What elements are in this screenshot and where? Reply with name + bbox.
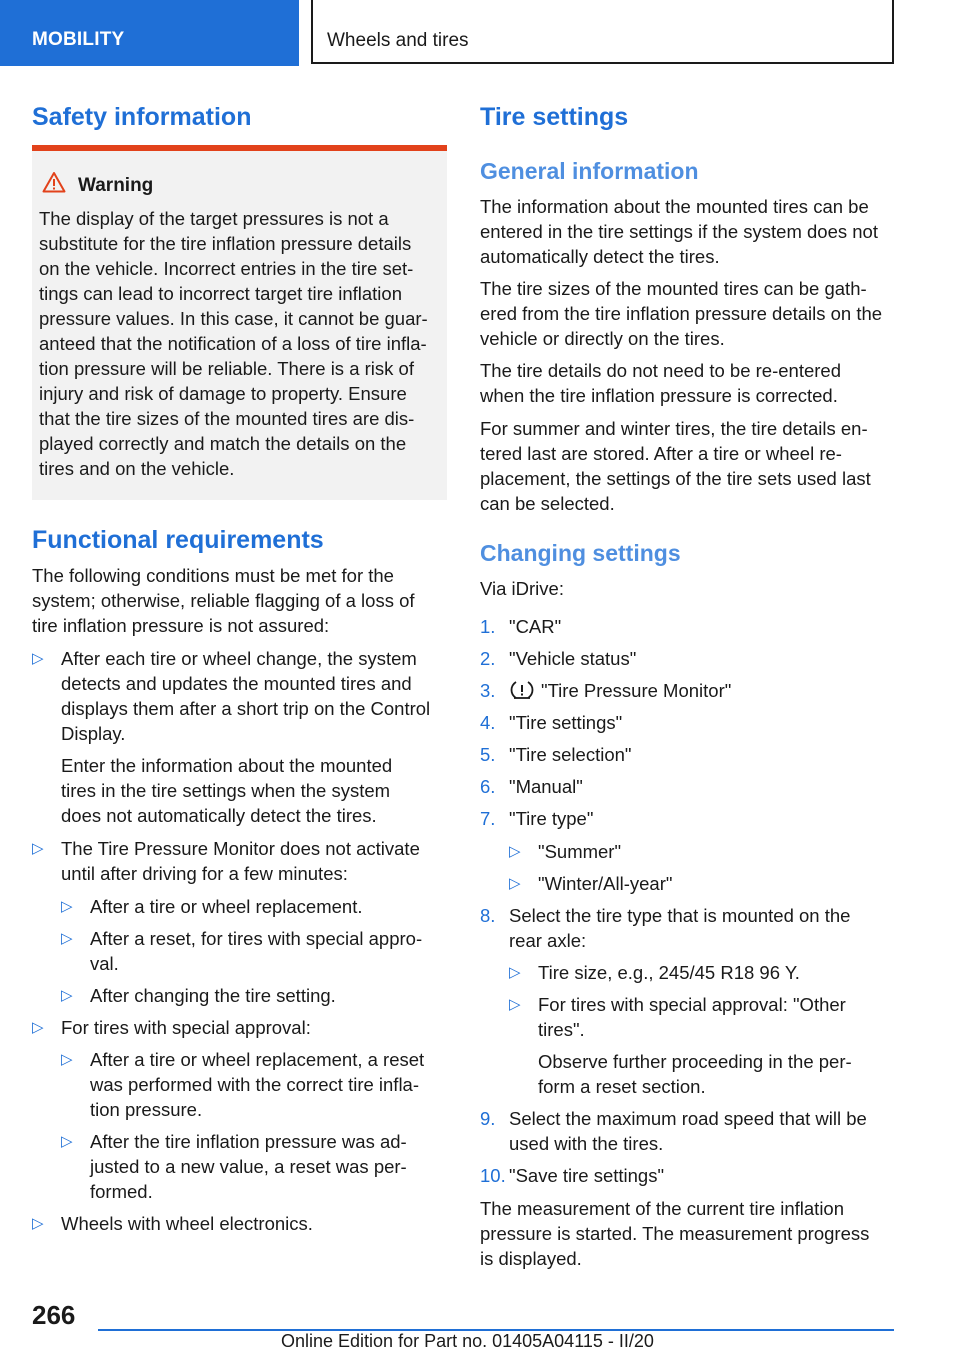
paragraph-line: For summer and winter tires, the tire details en‐ (480, 418, 868, 439)
warning-line: that the tire sizes of the mounted tires are dis‐ (39, 408, 415, 429)
step-item (480, 678, 900, 703)
list-item-line: does not automatically detect the tires. (61, 805, 377, 826)
sub-list-item (61, 1129, 447, 1204)
bullet-marker-icon: ▷ (61, 987, 73, 1004)
paragraph-line: vehicle or directly on the tires. (480, 328, 725, 349)
bullet-marker-icon: ▷ (509, 843, 521, 860)
step-text: "Save tire settings" (509, 1165, 665, 1186)
bullet-marker-icon: ▷ (32, 1215, 44, 1232)
sub-list-item (509, 839, 900, 864)
list-item-line: Enter the information about the mounted (61, 755, 393, 776)
step-text: "Tire settings" (509, 712, 623, 733)
warning-line: on the vehicle. Incorrect entries in the tire set‐ (39, 258, 414, 279)
general-paragraph (480, 194, 900, 269)
step-item (480, 710, 900, 735)
list-item-line: For tires with special approval: (61, 1017, 311, 1038)
sub-list-item (61, 1047, 447, 1122)
list-item (32, 646, 447, 828)
bullet-marker-icon: ▷ (32, 1019, 44, 1036)
list-item-line: tires in the tire settings when the system (61, 780, 391, 801)
bullet-marker-icon: ▷ (32, 650, 44, 667)
sub-list-item (509, 960, 900, 985)
list-item-line: val. (90, 953, 119, 974)
warning-box (32, 145, 447, 500)
intro-line: system; otherwise, reliable flagging of a loss of (32, 590, 415, 611)
paragraph-line: automatically detect the tires. (480, 246, 720, 267)
step-text: "Tire Pressure Monitor" (541, 680, 732, 701)
list-item-line: "Winter/All-year" (538, 873, 673, 894)
list-item-line: The Tire Pressure Monitor does not activate (61, 838, 420, 859)
list-item-line: Tire size, e.g., 245/45 R18 96 Y. (538, 962, 800, 983)
paragraph-line: entered in the tire settings if the system does not (480, 221, 878, 242)
step-item (480, 742, 900, 767)
list-item-line: "Summer" (538, 841, 622, 862)
warning-text (39, 206, 439, 481)
paragraph-line: ered from the tire inflation pressure details on the (480, 303, 883, 324)
warning-line: tings can lead to incorrect target tire inflation (39, 283, 402, 304)
bullet-marker-icon: ▷ (61, 898, 73, 915)
safety-heading: Safety information (32, 103, 252, 131)
list-item-line: After each tire or wheel change, the system (61, 648, 417, 669)
edition-footer: Online Edition for Part no. 01405A04115 - II/20 (281, 1331, 654, 1351)
list-item-line: tires". (538, 1019, 585, 1040)
warning-title: Warning (78, 175, 154, 196)
chapter-tab (311, 0, 894, 64)
paragraph-line: placement, the settings of the tire sets used last (480, 468, 871, 489)
changing-settings-heading: Changing settings (480, 540, 681, 566)
paragraph-line: pressure is started. The measurement progress (480, 1223, 870, 1244)
via-idrive-label: Via iDrive: (480, 578, 564, 599)
paragraph-line: when the tire inflation pressure is corrected. (480, 385, 838, 406)
bullet-marker-icon: ▷ (32, 840, 44, 857)
step-item (480, 1106, 900, 1156)
bullet-marker-icon: ▷ (61, 1133, 73, 1150)
list-item-line: displays them after a short trip on the Control (61, 698, 431, 719)
step-item (480, 774, 900, 799)
step-number: 4. (480, 712, 496, 733)
list-item-line: After a reset, for tires with special appro‐ (90, 928, 423, 949)
list-item-line: detects and updates the mounted tires and (61, 673, 412, 694)
warning-triangle-icon (42, 171, 66, 193)
bullet-marker-icon: ▷ (509, 996, 521, 1013)
step-number: 5. (480, 744, 496, 765)
step-text: "Vehicle status" (509, 648, 637, 669)
sub-list-item (509, 992, 900, 1099)
step-item (480, 903, 900, 953)
warning-line: anteed that the notification of a loss of tire infla‐ (39, 333, 427, 354)
step-number: 7. (480, 808, 496, 829)
step-item (480, 614, 900, 639)
step-number: 10. (480, 1165, 506, 1186)
sub-list-item (61, 894, 447, 919)
closing-paragraph (480, 1196, 900, 1271)
sub-list-item (61, 926, 447, 976)
step-text: rear axle: (509, 930, 587, 951)
step-text: "Tire selection" (509, 744, 632, 765)
list-item-line: tion pressure. (90, 1099, 203, 1120)
functional-heading: Functional requirements (32, 526, 324, 554)
bullet-marker-icon: ▷ (61, 930, 73, 947)
bullet-marker-icon: ▷ (61, 1051, 73, 1068)
paragraph-line: The measurement of the current tire inflation (480, 1198, 845, 1219)
step-text: "Manual" (509, 776, 583, 797)
step-number: 3. (480, 680, 496, 701)
sub-list-item (509, 871, 900, 896)
general-paragraph (480, 416, 900, 516)
list-item-line: form a reset section. (538, 1076, 706, 1097)
list-item-line: was performed with the correct tire infla‐ (90, 1074, 420, 1095)
step-text: "Tire type" (509, 808, 594, 829)
list-item-line: until after driving for a few minutes: (61, 863, 348, 884)
tire-settings-heading: Tire settings (480, 103, 629, 131)
step-number: 1. (480, 616, 496, 637)
paragraph-line: tered last are stored. After a tire or wheel re‐ (480, 443, 842, 464)
step-text: Select the maximum road speed that will be (509, 1108, 867, 1129)
warning-line: The display of the target pressures is not a (39, 208, 389, 229)
paragraph-line: The tire sizes of the mounted tires can be gath‐ (480, 278, 867, 299)
warning-line: substitute for the tire inflation pressure details (39, 233, 412, 254)
page-number: 266 (32, 1300, 76, 1330)
chapter-title: Wheels and tires (327, 30, 469, 51)
list-item (32, 836, 447, 886)
list-item (32, 1015, 447, 1040)
list-item-line: For tires with special approval: "Other (538, 994, 846, 1015)
step-item (480, 806, 900, 831)
warning-line: pressure values. In this case, it cannot be guar‐ (39, 308, 428, 329)
step-text: "CAR" (509, 616, 562, 637)
list-item (32, 1211, 447, 1236)
list-item-line: After a tire or wheel replacement, a reset (90, 1049, 425, 1070)
paragraph-line: The tire details do not need to be re-entered (480, 360, 841, 381)
step-text: Select the tire type that is mounted on the (509, 905, 851, 926)
warning-line: played correctly and match the details on the (39, 433, 407, 454)
list-item-line: After changing the tire setting. (90, 985, 336, 1006)
step-number: 8. (480, 905, 496, 926)
paragraph-line: is displayed. (480, 1248, 582, 1269)
general-paragraph (480, 358, 900, 408)
warning-line: tires and on the vehicle. (39, 458, 235, 479)
list-item-line: Wheels with wheel electronics. (61, 1213, 313, 1234)
intro-line: The following conditions must be met for the (32, 565, 394, 586)
step-number: 9. (480, 1108, 496, 1129)
warning-line: tion pressure will be reliable. There is a risk of (39, 358, 414, 379)
section-title: MOBILITY (32, 29, 125, 50)
step-number: 2. (480, 648, 496, 669)
step-item (480, 646, 900, 671)
warning-line: injury and risk of damage to property. Ensure (39, 383, 407, 404)
list-item-line: formed. (90, 1181, 153, 1202)
sub-list-item (61, 983, 447, 1008)
section-tab (0, 0, 299, 66)
list-item-line: After the tire inflation pressure was ad‐ (90, 1131, 407, 1152)
list-item-line: After a tire or wheel replacement. (90, 896, 363, 917)
step-item (480, 1163, 900, 1188)
list-item-line: Display. (61, 723, 126, 744)
step-text: used with the tires. (509, 1133, 664, 1154)
paragraph-line: can be selected. (480, 493, 615, 514)
tire-pressure-monitor-icon (509, 680, 535, 700)
paragraph-line: The information about the mounted tires can be (480, 196, 869, 217)
bullet-marker-icon: ▷ (509, 875, 521, 892)
functional-intro (32, 563, 447, 638)
step-number: 6. (480, 776, 496, 797)
general-information-heading: General information (480, 158, 699, 184)
general-paragraph (480, 276, 900, 351)
list-item-line: justed to a new value, a reset was per‐ (90, 1156, 407, 1177)
list-item-line: Observe further proceeding in the per‐ (538, 1051, 852, 1072)
intro-line: tire inflation pressure is not assured: (32, 615, 330, 636)
bullet-marker-icon: ▷ (509, 964, 521, 981)
